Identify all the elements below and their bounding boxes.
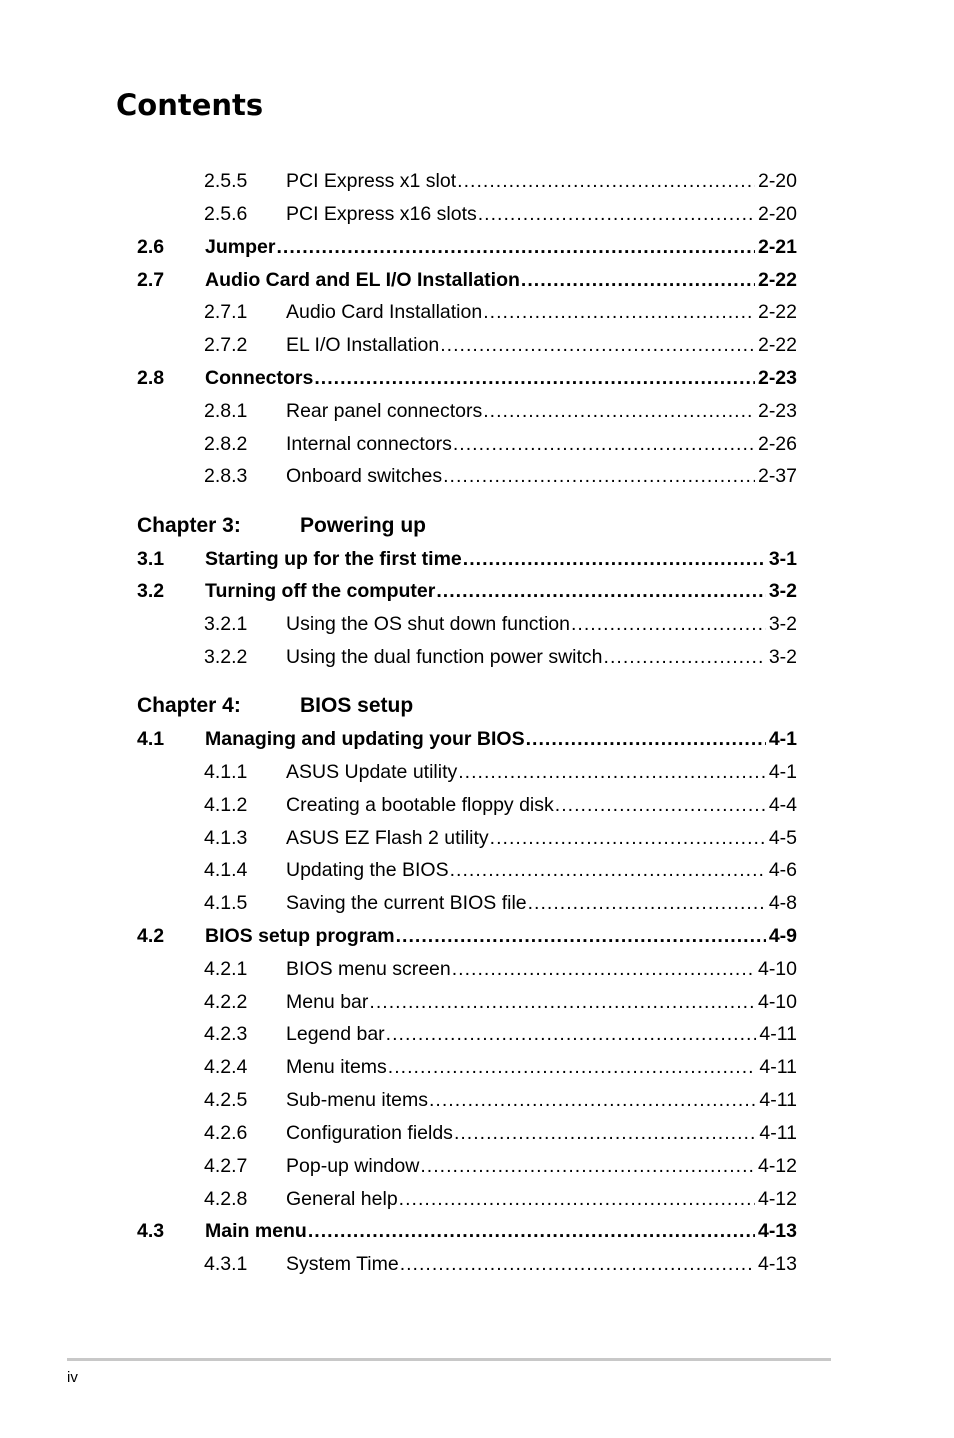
toc-subsection-row[interactable] xyxy=(0,399,954,423)
toc-page-number: 2-23 xyxy=(757,367,797,389)
toc-subsection-row[interactable] xyxy=(0,1121,954,1145)
dot-leader xyxy=(399,1187,755,1211)
toc-entry-number: 4.3.1 xyxy=(204,1253,248,1275)
toc-page-number: 4-8 xyxy=(768,892,797,914)
toc-entry[interactable] xyxy=(286,1088,797,1112)
toc-entry-label: Using the dual function power switch xyxy=(286,646,603,668)
toc-page-number: 3-2 xyxy=(768,580,797,602)
toc-entry-label: Internal connectors xyxy=(286,433,452,455)
toc-entry[interactable] xyxy=(286,432,797,456)
toc-entry-label: Legend bar xyxy=(286,1023,385,1045)
toc-entry-number: 2.8.3 xyxy=(204,465,248,487)
dot-leader xyxy=(436,579,765,603)
toc-entry-label: Onboard switches xyxy=(286,465,443,487)
toc-subsection-row[interactable] xyxy=(0,1252,954,1276)
toc-section-row[interactable] xyxy=(0,727,954,751)
toc-entry-number: 3.2 xyxy=(137,580,165,602)
toc-entry-number: 3.2.1 xyxy=(204,613,248,635)
dot-leader xyxy=(308,1219,755,1243)
toc-entry[interactable] xyxy=(286,793,797,817)
toc-page-number: 4-13 xyxy=(757,1220,797,1242)
toc-subsection-row[interactable] xyxy=(0,1088,954,1112)
toc-entry[interactable] xyxy=(286,464,797,488)
toc-entry[interactable] xyxy=(286,957,797,981)
chapter-title: BIOS setup xyxy=(300,694,414,717)
dot-leader xyxy=(429,1088,756,1112)
toc-subsection-row[interactable] xyxy=(0,1055,954,1079)
toc-subsection-row[interactable] xyxy=(0,612,954,636)
toc-entry-label: Turning off the computer xyxy=(205,580,436,602)
toc-subsection-row[interactable] xyxy=(0,432,954,456)
toc-entry[interactable] xyxy=(286,399,797,423)
toc-subsection-row[interactable] xyxy=(0,300,954,324)
toc-entry-number: 2.7.1 xyxy=(204,301,248,323)
footer-divider xyxy=(67,1358,831,1361)
toc-entry[interactable] xyxy=(286,1121,797,1145)
toc-entry[interactable] xyxy=(286,1154,797,1178)
toc-page-number: 3-2 xyxy=(768,613,797,635)
toc-page-number: 3-1 xyxy=(768,548,797,570)
dot-leader xyxy=(457,169,755,193)
dot-leader xyxy=(443,464,755,488)
toc-entry-number: 4.2.7 xyxy=(204,1155,248,1177)
toc-subsection-row[interactable] xyxy=(0,760,954,784)
dot-leader xyxy=(528,891,766,915)
toc-subsection-row[interactable] xyxy=(0,793,954,817)
toc-entry[interactable] xyxy=(286,1252,797,1276)
dot-leader xyxy=(450,858,766,882)
toc-page-number: 4-9 xyxy=(768,925,797,947)
toc-entry[interactable] xyxy=(205,924,797,948)
toc-entry[interactable] xyxy=(205,235,797,259)
toc-section-row[interactable] xyxy=(0,547,954,571)
footer-page-number: iv xyxy=(67,1369,78,1386)
toc-entry-label: Connectors xyxy=(205,367,314,389)
toc-entry-number: 4.1.3 xyxy=(204,827,248,849)
toc-subsection-row[interactable] xyxy=(0,957,954,981)
toc-entry-number: 4.1 xyxy=(137,728,165,750)
toc-entry-number: 2.6 xyxy=(137,236,165,258)
toc-entry-label: Menu items xyxy=(286,1056,387,1078)
toc-entry-label: ASUS Update utility xyxy=(286,761,458,783)
toc-entry[interactable] xyxy=(286,826,797,850)
toc-page-number: 4-10 xyxy=(757,991,797,1013)
toc-entry[interactable] xyxy=(205,268,797,292)
toc-page-number: 4-13 xyxy=(757,1253,797,1275)
toc-entry[interactable] xyxy=(286,1187,797,1211)
toc-page-number: 2-23 xyxy=(757,400,797,422)
toc-entry[interactable] xyxy=(286,612,797,636)
toc-entry[interactable] xyxy=(286,990,797,1014)
dot-leader xyxy=(453,432,755,456)
chapter-number: Chapter 4: xyxy=(137,694,241,717)
toc-entry-label: PCI Express x1 slot xyxy=(286,170,457,192)
toc-entry[interactable] xyxy=(205,727,797,751)
toc-entry[interactable] xyxy=(205,366,797,390)
toc-page-number: 2-37 xyxy=(757,465,797,487)
toc-entry[interactable] xyxy=(286,891,797,915)
toc-page-number: 2-22 xyxy=(757,334,797,356)
toc-page-number: 2-20 xyxy=(757,203,797,225)
toc-entry-number: 2.5.5 xyxy=(204,170,248,192)
dot-leader xyxy=(490,826,766,850)
toc-page-number: 2-22 xyxy=(757,301,797,323)
toc-entry-label: Creating a bootable floppy disk xyxy=(286,794,554,816)
toc-page-number: 4-11 xyxy=(759,1089,797,1111)
toc-section-row[interactable] xyxy=(0,268,954,292)
toc-section-row[interactable] xyxy=(0,579,954,603)
toc-entry-number: 2.5.6 xyxy=(204,203,248,225)
toc-entry-number: 2.8.1 xyxy=(204,400,248,422)
toc-entry-label: PCI Express x16 slots xyxy=(286,203,477,225)
toc-entry[interactable] xyxy=(286,169,797,193)
toc-entry-number: 4.2.4 xyxy=(204,1056,248,1078)
toc-entry-number: 3.1 xyxy=(137,548,165,570)
toc-entry-number: 4.2.2 xyxy=(204,991,248,1013)
toc-entry-label: ASUS EZ Flash 2 utility xyxy=(286,827,489,849)
toc-entry-number: 4.2.6 xyxy=(204,1122,248,1144)
toc-entry-number: 2.8.2 xyxy=(204,433,248,455)
toc-page-number: 4-12 xyxy=(757,1188,797,1210)
toc-page-number: 4-1 xyxy=(768,761,797,783)
page-title: Contents xyxy=(116,88,264,122)
toc-entry-label: Sub-menu items xyxy=(286,1089,428,1111)
toc-subsection-row[interactable] xyxy=(0,1187,954,1211)
toc-page-number: 4-1 xyxy=(768,728,797,750)
toc-entry[interactable] xyxy=(286,333,797,357)
toc-entry-number: 4.3 xyxy=(137,1220,165,1242)
toc-entry[interactable] xyxy=(205,1219,797,1243)
toc-entry-label: Configuration fields xyxy=(286,1122,453,1144)
toc-entry-number: 4.2 xyxy=(137,925,165,947)
toc-entry-label: Managing and updating your BIOS xyxy=(205,728,525,750)
toc-entry-label: EL I/O Installation xyxy=(286,334,440,356)
toc-entry-label: Updating the BIOS xyxy=(286,859,449,881)
toc-page-number: 4-6 xyxy=(768,859,797,881)
toc-entry-number: 4.2.5 xyxy=(204,1089,248,1111)
dot-leader xyxy=(396,924,766,948)
toc-entry-label: Pop-up window xyxy=(286,1155,420,1177)
toc-subsection-row[interactable] xyxy=(0,169,954,193)
toc-subsection-row[interactable] xyxy=(0,202,954,226)
toc-entry-label: BIOS menu screen xyxy=(286,958,451,980)
toc-entry[interactable] xyxy=(286,300,797,324)
dot-leader xyxy=(463,547,766,571)
toc-entry[interactable] xyxy=(286,760,797,784)
toc-entry-label: BIOS setup program xyxy=(205,925,395,947)
dot-leader xyxy=(555,793,766,817)
toc-subsection-row[interactable] xyxy=(0,858,954,882)
toc-subsection-row[interactable] xyxy=(0,891,954,915)
toc-page-number: 2-26 xyxy=(757,433,797,455)
dot-leader xyxy=(571,612,766,636)
dot-leader xyxy=(521,268,755,292)
chapter-title: Powering up xyxy=(300,514,426,537)
toc-subsection-row[interactable] xyxy=(0,1022,954,1046)
toc-page-number: 4-11 xyxy=(759,1122,797,1144)
toc-page-number: 2-22 xyxy=(757,269,797,291)
toc-entry-label: General help xyxy=(286,1188,398,1210)
toc-page-number: 2-20 xyxy=(757,170,797,192)
toc-subsection-row[interactable] xyxy=(0,464,954,488)
chapter-number: Chapter 3: xyxy=(137,514,241,537)
toc-page-number: 4-12 xyxy=(757,1155,797,1177)
toc-entry-label: Saving the current BIOS file xyxy=(286,892,527,914)
toc-page-number: 4-11 xyxy=(759,1056,797,1078)
toc-page-number: 4-5 xyxy=(768,827,797,849)
dot-leader xyxy=(526,727,766,751)
toc-section-row[interactable] xyxy=(0,235,954,259)
dot-leader xyxy=(440,333,755,357)
chapter-heading xyxy=(0,512,954,540)
toc-page-number: 4-10 xyxy=(757,958,797,980)
toc-section-row[interactable] xyxy=(0,1219,954,1243)
toc-subsection-row[interactable] xyxy=(0,1154,954,1178)
toc-subsection-row[interactable] xyxy=(0,826,954,850)
toc-entry-number: 4.1.1 xyxy=(204,761,248,783)
toc-entry[interactable] xyxy=(205,547,797,571)
toc-entry-number: 4.2.3 xyxy=(204,1023,248,1045)
toc-entry[interactable] xyxy=(286,1022,797,1046)
dot-leader xyxy=(276,235,755,259)
toc-entry-number: 2.7.2 xyxy=(204,334,248,356)
toc-entry[interactable] xyxy=(286,202,797,226)
toc-entry-number: 4.2.1 xyxy=(204,958,248,980)
toc-entry-number: 4.1.4 xyxy=(204,859,248,881)
dot-leader xyxy=(314,366,755,390)
toc-section-row[interactable] xyxy=(0,924,954,948)
toc-entry-label: Jumper xyxy=(205,236,276,258)
toc-page-number: 4-11 xyxy=(759,1023,797,1045)
toc-subsection-row[interactable] xyxy=(0,645,954,669)
toc-entry-label: Audio Card Installation xyxy=(286,301,483,323)
dot-leader xyxy=(458,760,766,784)
toc-page-number: 2-21 xyxy=(757,236,797,258)
toc-entry-label: System Time xyxy=(286,1253,399,1275)
toc-entry-number: 4.1.2 xyxy=(204,794,248,816)
toc-entry[interactable] xyxy=(286,1055,797,1079)
toc-section-row[interactable] xyxy=(0,366,954,390)
toc-entry-label: Starting up for the first time xyxy=(205,548,462,570)
toc-entry-number: 2.7 xyxy=(137,269,165,291)
chapter-heading xyxy=(0,692,954,720)
dot-leader xyxy=(483,399,755,423)
toc-entry-label: Rear panel connectors xyxy=(286,400,483,422)
dot-leader xyxy=(400,1252,755,1276)
toc-subsection-row[interactable] xyxy=(0,333,954,357)
toc-entry-number: 3.2.2 xyxy=(204,646,248,668)
dot-leader xyxy=(452,957,755,981)
toc-entry[interactable] xyxy=(286,645,797,669)
dot-leader xyxy=(388,1055,757,1079)
dot-leader xyxy=(478,202,755,226)
toc-entry-label: Main menu xyxy=(205,1220,307,1242)
toc-entry[interactable] xyxy=(286,858,797,882)
toc-entry-label: Menu bar xyxy=(286,991,369,1013)
dot-leader xyxy=(483,300,755,324)
toc-entry-number: 4.2.8 xyxy=(204,1188,248,1210)
toc-page-number: 3-2 xyxy=(768,646,797,668)
toc-entry[interactable] xyxy=(205,579,797,603)
toc-entry-number: 4.1.5 xyxy=(204,892,248,914)
toc-subsection-row[interactable] xyxy=(0,990,954,1014)
toc-entry-number: 2.8 xyxy=(137,367,165,389)
dot-leader xyxy=(454,1121,756,1145)
dot-leader xyxy=(604,645,766,669)
dot-leader xyxy=(386,1022,757,1046)
toc-page-number: 4-4 xyxy=(768,794,797,816)
dot-leader xyxy=(369,990,755,1014)
toc-entry-label: Using the OS shut down function xyxy=(286,613,570,635)
dot-leader xyxy=(420,1154,755,1178)
toc-entry-label: Audio Card and EL I/O Installation xyxy=(205,269,520,291)
